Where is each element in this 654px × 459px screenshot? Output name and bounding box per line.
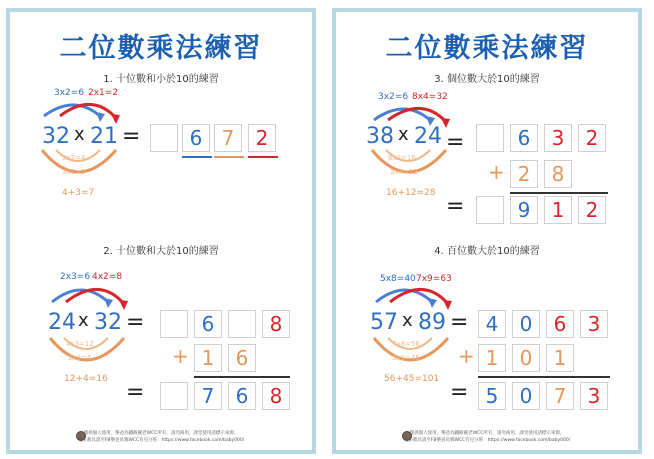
section-2-row1-digit-4: 8 [262,310,290,338]
section-1-underline-blue [182,156,212,158]
section-3-row1-digit-1 [476,124,504,152]
section-2-multiplier: 32 [94,310,122,335]
section-4-row1-digit-1: 4 [478,310,506,338]
section-3-equals: = [446,130,465,155]
section-4-result-digit-3: 7 [546,382,574,410]
section-2-result-digit-4: 8 [262,382,290,410]
section-1-underline-red [248,156,278,158]
section-4-multiplicand: 57 [370,310,398,335]
section-2-result-equals: = [126,380,145,405]
footer-line-2: 更多教具請至FB樂爸烏鴉WCC有兒分班：https://www.facebook.com/baby000/ [77,438,245,443]
footer-line-1-right: 僅供個人使用，樂爸為鐵飯碗老WCC所有，請勿商用，課堂使用請標示來源。 [409,431,565,436]
section-3-multiplicand: 38 [366,124,394,149]
section-4-sum-note: 56+45=101 [384,374,440,384]
section-2-top-right-note: 4x2=8 [92,272,123,282]
section-1-sum-note: 4+3=7 [62,188,95,198]
section-4-row2-digit-3: 1 [546,344,574,372]
section-4-heading: 4. 百位數大於10的練習 [434,246,540,257]
section-1-underline-orange [214,156,244,158]
section-4-row2-digit-1: 1 [478,344,506,372]
section-2-inner-note-2: 2x2=4 [68,354,92,362]
section-1-result-digit-3: 7 [214,124,242,152]
section-3-result-digit-3: 1 [544,196,572,224]
section-3-row2-digit-3: 8 [544,160,572,188]
section-2-equals: = [126,310,145,335]
section-1-heading: 1. 十位數和小於10的練習 [103,74,219,85]
section-2-sum-line [194,376,290,378]
section-2-sum-note: 12+4=16 [64,374,108,384]
section-2-result-digit-1 [160,382,188,410]
section-4-row1-digit-2: 0 [512,310,540,338]
section-4-sum-line [478,376,610,378]
section-1-multiplier: 21 [90,124,118,149]
section-4-row1-digit-3: 6 [546,310,574,338]
section-1-times: x [74,124,85,145]
section-4-plus-sign: + [458,344,475,368]
section-4-times: x [402,310,413,331]
footer-note [10,430,312,444]
section-3-sum-note: 16+12=28 [386,188,436,198]
section-1-multiplicand: 32 [42,124,70,149]
section-3-row2-digit-2: 2 [510,160,538,188]
section-2-row1-digit-3 [228,310,256,338]
section-2-inner-note-1: 4x3=12 [66,340,94,348]
worksheet-left [6,8,316,454]
section-2-row1-digit-2: 6 [194,310,222,338]
section-2-result-digit-2: 7 [194,382,222,410]
page-title-right: 二位數乘法練習 [385,33,589,64]
section-2-heading: 2. 十位數和大於10的練習 [103,246,219,257]
section-3-row1-digit-3: 3 [544,124,572,152]
section-2-row1-digit-1 [160,310,188,338]
section-3-heading: 3. 個位數大於10的練習 [434,74,540,85]
section-4-top-left-note: 5x8=40 [380,274,416,284]
section-2-result-digit-3: 6 [228,382,256,410]
footer-note-right [336,430,638,444]
section-3-result-digit-4: 2 [578,196,606,224]
section-1-equals: = [122,124,141,149]
section-3-result-digit-1 [476,196,504,224]
section-4-result-equals: = [450,380,469,405]
section-3-multiplier: 24 [414,124,442,149]
section-3-row1-digit-2: 6 [510,124,538,152]
section-2-top-left-note: 2x3=6 [60,272,91,282]
section-1-inner-note-2: 3x1=3 [62,168,86,176]
section-4-row1-digit-4: 3 [580,310,608,338]
section-3-top-right-note: 8x4=32 [412,92,448,102]
footer-line-2-right: 更多教具請至FB樂爸烏鴉WCC有兒分班：https://www.facebook.com/baby000/ [403,438,571,443]
section-3-inner-note-1: 8x2=16 [388,154,416,162]
section-4-inner-note-1: 7x8=56 [392,340,420,348]
page-title: 二位數乘法練習 [59,33,263,64]
section-3-inner-note-2: 3x4=12 [390,168,418,176]
section-3-result-equals: = [446,194,465,219]
section-4-inner-note-2: 5x9=45 [392,354,420,362]
section-1-inner-note-1: 2x2=4 [62,154,86,162]
section-3-top-left-note: 3x2=6 [378,92,409,102]
footer-line-1: 僅供個人使用，樂爸為鐵飯碗老WCC所有，請勿商用，課堂使用請標示來源。 [83,431,239,436]
section-1-result-digit-2: 6 [182,124,210,152]
section-3-sum-line [510,192,608,194]
section-1-top-right-note: 2x1=2 [88,88,119,98]
section-4-top-right-note: 7x9=63 [416,274,452,284]
section-2-row2-digit-2: 1 [194,344,222,372]
section-2-row2-digit-3: 6 [228,344,256,372]
section-3-plus-sign: + [488,160,505,184]
section-3-result-digit-2: 9 [510,196,538,224]
worksheet-right [332,8,642,454]
section-3-row1-digit-4: 2 [578,124,606,152]
section-4-equals: = [450,310,469,335]
section-4-result-digit-1: 5 [478,382,506,410]
section-1-result-digit-1 [150,124,178,152]
section-1-top-left-note: 3x2=6 [54,88,85,98]
section-2-multiplicand: 24 [48,310,76,335]
section-2-times: x [78,310,89,331]
section-4-multiplier: 89 [418,310,446,335]
section-1-result-digit-4: 2 [248,124,276,152]
section-4-result-digit-4: 3 [580,382,608,410]
section-3-times: x [398,124,409,145]
section-4-result-digit-2: 0 [512,382,540,410]
section-4-row2-digit-2: 0 [512,344,540,372]
section-2-plus-sign: + [172,344,189,368]
